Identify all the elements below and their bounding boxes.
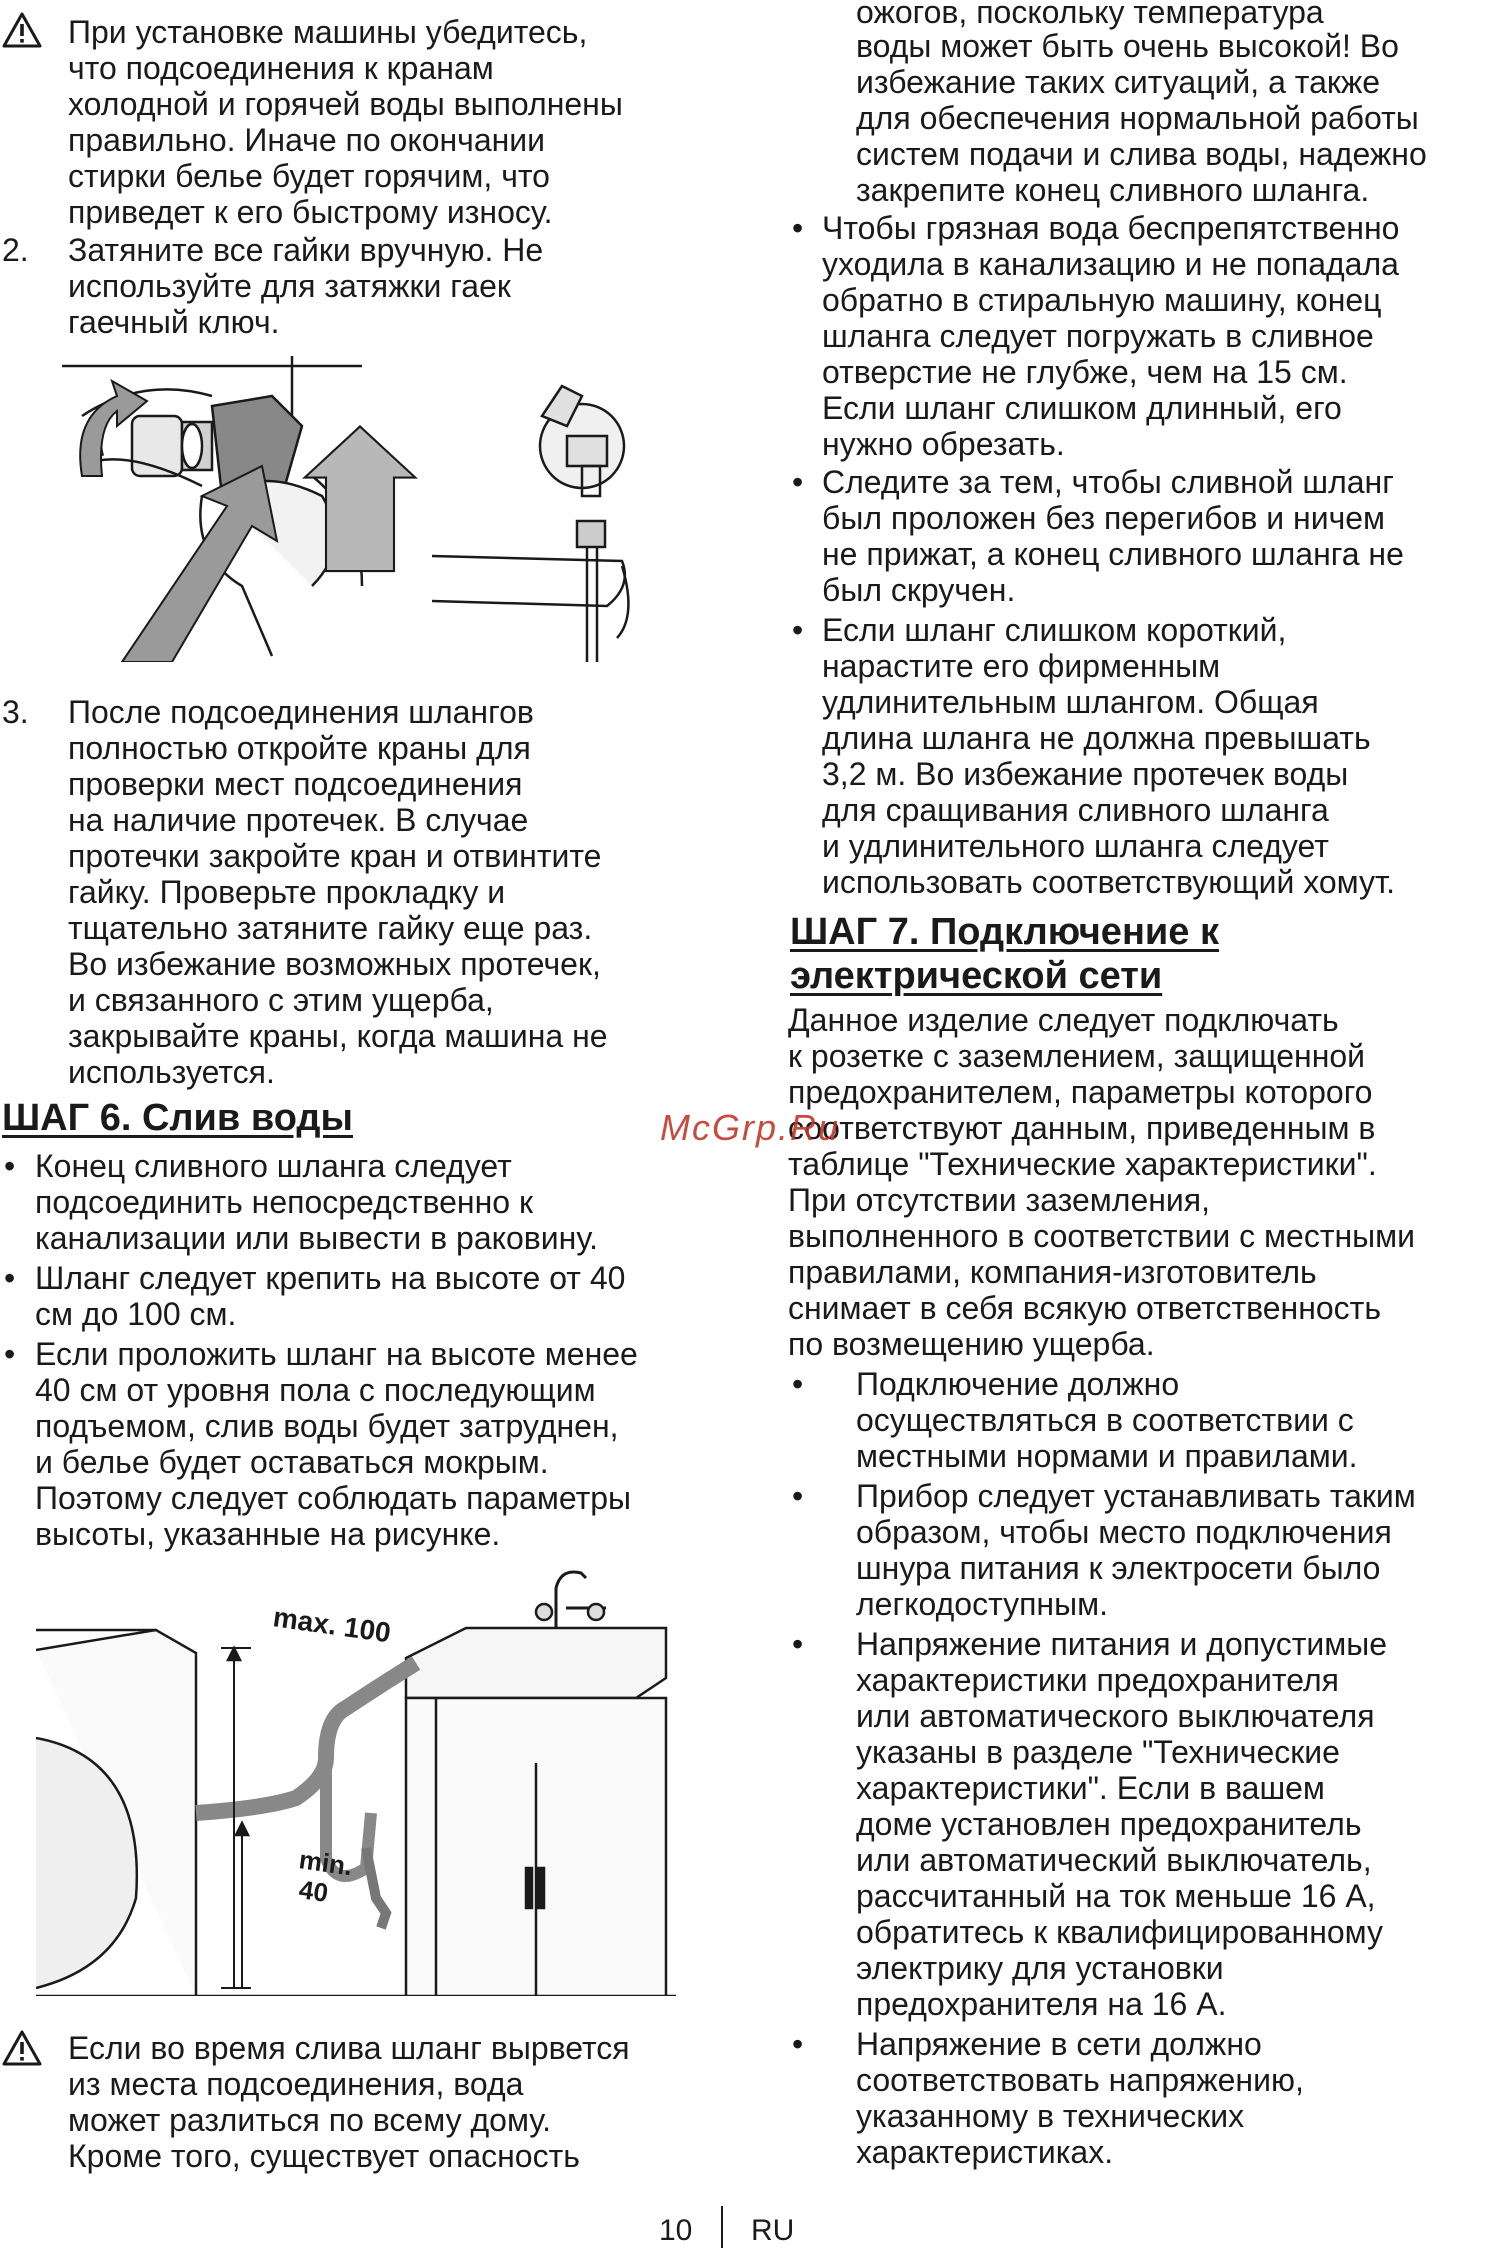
text-line: подсоединить непосредственно к [35,1184,533,1220]
text-line: осуществляться в соответствии с [856,1402,1354,1438]
text-line: высоты, указанные на рисунке. [35,1516,501,1552]
text-line: отверстие не глубже, чем на 15 см. [822,354,1348,390]
text-line: приведет к его быстрому износу. [68,194,553,230]
text-line: и белье будет оставаться мокрым. [35,1444,549,1480]
text-line: обратитесь к квалифицированному [856,1914,1384,1950]
text-line: Данное изделие следует подключать [788,1002,1339,1038]
text-line: удлинительным шлангом. Общая [822,684,1319,720]
label-min: min. [297,1844,355,1882]
figure-drain-hose [196,1663,416,1813]
bullet-marker: • [792,1478,804,1514]
text-line: и удлинительного шланга следует [822,828,1329,864]
text-line: и связанного с этим ущерба, [68,982,494,1018]
text-line: тщательно затяните гайку еще раз. [68,910,593,946]
text-line: Если во время слива шланг вырвется [68,2030,630,2066]
text-line: правилами, компания-изготовитель [788,1254,1317,1290]
text-line: нарастите его фирменным [822,648,1221,684]
text-line: характеристиках. [856,2134,1114,2170]
section-heading-step-6: ШАГ 6. Слив воды [2,1097,353,1139]
text-line: образом, чтобы место подключения [856,1514,1392,1550]
text-line: шланга следует погружать в сливное [822,318,1374,354]
warning-triangle-icon [2,2030,42,2066]
text-line: При установке машины убедитесь, [68,14,588,50]
page-number: 10 [659,2214,693,2247]
section-heading-step-7: ШАГ 7. Подключение к [790,911,1219,953]
text-line: проверки мест подсоединения [68,766,523,802]
text-line: что подсоединения к кранам [68,50,494,86]
text-line: соответствуют данным, приведенным в [788,1110,1376,1146]
text-line: предохранителя на 16 А. [856,1986,1227,2022]
text-line: местными нормами и правилами. [856,1438,1358,1474]
footer-divider [721,2206,723,2248]
text-line: Если шланг слишком длинный, его [822,390,1342,426]
text-line: на наличие протечек. В случае [68,802,529,838]
text-line: 40 см от уровня пола с последующим [35,1372,596,1408]
text-line: используется. [68,1054,275,1090]
text-line: Если проложить шланг на высоте менее [35,1336,638,1372]
text-line: Подключение должно [856,1366,1180,1402]
warning-triangle-icon [2,12,42,48]
text-line: избежание таких ситуаций, а также [856,64,1381,100]
bullet-marker: • [4,1260,16,1296]
text-line: выполненного в соответствии с местными [788,1218,1416,1254]
text-line: был скручен. [822,572,1016,608]
language-code: RU [751,2214,795,2247]
figure-tap-connection [305,386,629,662]
label-max-100: max. 100 [271,1601,393,1649]
text-line: нужно обрезать. [822,426,1065,462]
text-line: шнура питания к электросети было [856,1550,1381,1586]
text-line: Напряжение питания и допустимые [856,1626,1388,1662]
text-line: снимает в себя всякую ответственность [788,1290,1381,1326]
text-line: Прибор следует устанавливать таким [856,1478,1416,1514]
bullet-marker: • [792,612,804,648]
text-line: длина шланга не должна превышать [822,720,1371,756]
label-min-value: 40 [297,1874,330,1908]
text-line: протечки закройте кран и отвинтите [68,838,602,874]
section-heading-step-7-line-2: электрической сети [790,955,1163,997]
item-number: 3. [2,694,29,730]
text-line: доме установлен предохранитель [856,1806,1362,1842]
figure-tighten-nuts [62,356,632,662]
text-line: электрику для установки [856,1950,1224,1986]
text-line: правильно. Иначе по окончании [68,122,546,158]
bullet-marker: • [792,2026,804,2062]
text-line: закрывайте краны, когда машина не [68,1018,608,1054]
text-line: полностью откройте краны для [68,730,531,766]
bullet-marker: • [792,464,804,500]
text-line: характеристики". Если в вашем [856,1770,1325,1806]
figure-sink-cabinet [406,1628,666,1698]
text-line: для обеспечения нормальной работы [856,100,1419,136]
text-line: гаечный ключ. [68,304,280,340]
text-line: соответствовать напряжению, [856,2062,1304,2098]
text-line: к розетке с заземлением, защищенной [788,1038,1366,1074]
text-line: используйте для затяжки гаек [68,268,511,304]
text-line: Шланг следует крепить на высоте от 40 [35,1260,626,1296]
text-line: предохранителем, параметры которого [788,1074,1373,1110]
text-line: Чтобы грязная вода беспрепятственно [822,210,1400,246]
text-line: или автоматического выключателя [856,1698,1375,1734]
text-line: воды может быть очень высокой! Во [856,28,1399,64]
watermark: McGrp.Ru [660,1107,841,1148]
text-line: рассчитанный на ток меньше 16 А, [856,1878,1376,1914]
text-line: систем подачи и слива воды, надежно [856,136,1427,172]
text-line: см до 100 см. [35,1296,237,1332]
text-line: Следите за тем, чтобы сливной шланг [822,464,1394,500]
text-line: для сращивания сливного шланга [822,792,1329,828]
figure-drain-height [36,1568,676,1996]
text-line: подъемом, слив воды будет затруднен, [35,1408,619,1444]
text-line: холодной и горячей воды выполнены [68,86,623,122]
text-line: уходила в канализацию и не попадала [822,246,1399,282]
text-line: из места подсоединения, вода [68,2066,524,2102]
bullet-marker: • [792,1626,804,1662]
text-line: При отсутствии заземления, [788,1182,1210,1218]
text-line: Если шланг слишком короткий, [822,612,1287,648]
bullet-marker: • [792,1366,804,1402]
text-line: Затяните все гайки вручную. Не [68,232,544,268]
text-line: гайку. Проверьте прокладку и [68,874,506,910]
text-line: указанному в технических [856,2098,1245,2134]
text-line: был проложен без перегибов и ничем [822,500,1386,536]
text-line: может разлиться по всему дому. [68,2102,551,2138]
text-line: Конец сливного шланга следует [35,1148,512,1184]
text-line: таблице "Технические характеристики". [788,1146,1377,1182]
bullet-marker: • [4,1148,16,1184]
text-line: по возмещению ущерба. [788,1326,1155,1362]
text-line: обратно в стиральную машину, конец [822,282,1382,318]
text-line: Напряжение в сети должно [856,2026,1262,2062]
text-line: 3,2 м. Во избежание протечек воды [822,756,1349,792]
text-line: использовать соответствующий хомут. [822,864,1395,900]
text-line: Поэтому следует соблюдать параметры [35,1480,632,1516]
text-line: После подсоединения шлангов [68,694,534,730]
text-line: Во избежание возможных протечек, [68,946,601,982]
text-line: не прижат, а конец сливного шланга не [822,536,1404,572]
bullet-marker: • [4,1336,16,1372]
bullet-marker: • [792,210,804,246]
text-line: стирки белье будет горячим, что [68,158,550,194]
text-line: указаны в разделе "Технические [856,1734,1340,1770]
text-line: канализации или вывести в раковину. [35,1220,598,1256]
text-line: Кроме того, существует опасность [68,2138,580,2174]
text-line: закрепите конец сливного шланга. [856,172,1370,208]
text-line: ожогов, поскольку температура [856,0,1324,30]
text-line: характеристики предохранителя [856,1662,1339,1698]
text-line: легкодоступным. [856,1586,1108,1622]
text-line: или автоматический выключатель, [856,1842,1372,1878]
item-number: 2. [2,232,29,268]
